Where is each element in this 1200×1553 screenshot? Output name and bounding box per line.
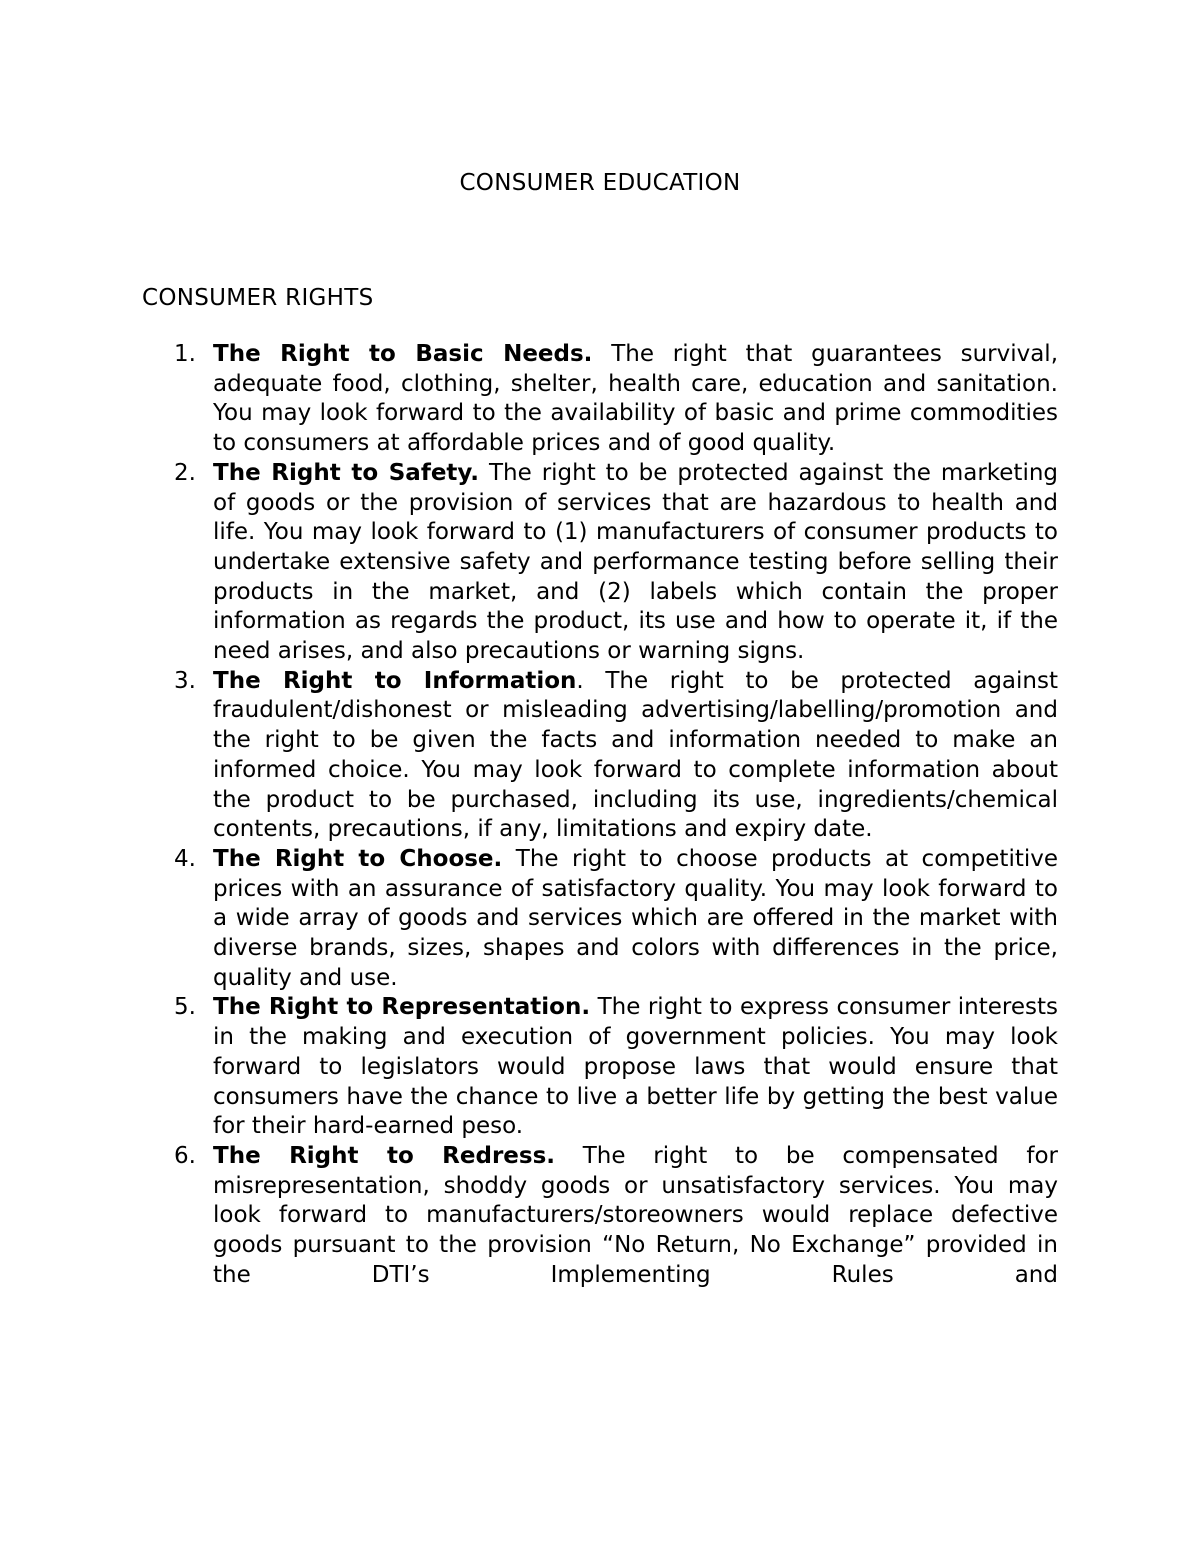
- list-item: [142, 340, 1058, 459]
- list-item: [142, 993, 1058, 1142]
- right-description: The right to be compensated for misrepresentation, shoddy goods or unsatisfactory services. You may look forward to manufacturers/storeowners would replace defective goods pursuant to the provision “No Return, No Exchange” provided in the DTI’s Implementing Rules and: [213, 1142, 1058, 1288]
- right-title: The Right to Information: [213, 667, 577, 694]
- list-item: [142, 459, 1058, 667]
- list-item: [142, 667, 1058, 845]
- right-description: The right that guarantees survival, adequate food, clothing, shelter, health care, education and sanitation. You may look forward to the availability of basic and prime commodities to consumers at affordable prices and of good quality.: [213, 341, 1059, 457]
- right-title: The Right to Choose.: [213, 845, 503, 872]
- document-title: CONSUMER EDUCATION: [459, 170, 741, 196]
- list-item-number: 4.: [174, 845, 196, 872]
- list-item: [142, 1142, 1058, 1291]
- list-item-number: 2.: [174, 459, 196, 486]
- right-description: The right to choose products at competitive prices with an assurance of satisfactory quality. You may look forward to a wide array of goods and services which are offered in the market with diverse brands, sizes, shapes and colors with differences in the price, quality and use.: [213, 845, 1059, 991]
- right-title: The Right to Redress.: [213, 1142, 556, 1169]
- section-heading: CONSUMER RIGHTS: [142, 285, 374, 311]
- list-item-number: 3.: [174, 667, 196, 694]
- list-item-number: 6.: [174, 1142, 196, 1169]
- list-item-number: 1.: [174, 341, 196, 367]
- right-description: The right to be protected against the marketing of goods or the provision of services that are hazardous to health and life. You may look forward to (1) manufacturers of consumer products to undertake extensive safety and performance testing before selling their products in the market, and (2) labels which contain the proper information as regards the product, its use and how to operate it, if the need arises, and also precautions or warning signs.: [213, 459, 1059, 665]
- right-title: The Right to Safety.: [213, 459, 480, 486]
- list-item: [142, 845, 1058, 994]
- right-description: The right to be protected against fraudulent/dishonest or misleading advertising/labelling/promotion and the right to be given the facts and information needed to make an informed choice. You may look forward to complete information about the product to be purchased, including its use, ingredients/chemical contents, precautions, if any, limitations and expiry date.: [213, 667, 1058, 843]
- list-item-number: 5.: [174, 994, 196, 1021]
- right-title-period: .: [576, 667, 584, 694]
- right-description: The right to express consumer interests in the making and execution of government policies. You may look forward to legislators would propose laws that would ensure that consumers have the chance to live a better life by getting the best value for their hard-earned peso.: [213, 994, 1059, 1140]
- consumer-rights-list: [142, 340, 1058, 1291]
- right-title: The Right to Representation.: [213, 994, 591, 1021]
- right-title: The Right to Basic Needs.: [213, 341, 593, 367]
